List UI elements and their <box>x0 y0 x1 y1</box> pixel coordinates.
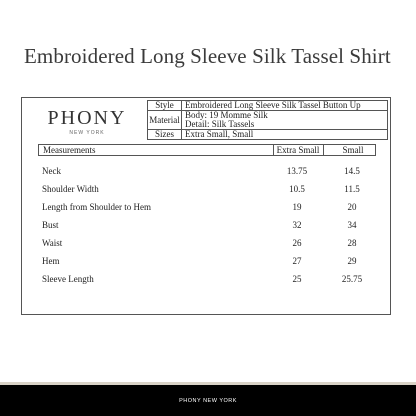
value-small: 34 <box>347 220 357 230</box>
style-label: Style <box>148 101 182 111</box>
brand-location: NEW YORK <box>69 130 105 136</box>
value-small: 29 <box>347 256 357 266</box>
table-row <box>38 228 376 246</box>
measurement-label: Bust <box>42 220 59 230</box>
material-value <box>182 111 388 130</box>
product-info-table <box>147 100 388 140</box>
header-small: Small <box>342 145 364 155</box>
measurement-label: Sleeve Length <box>42 274 94 284</box>
material-line: Body: 19 Momme Silk <box>185 110 268 120</box>
value-extra-small: 25 <box>292 274 302 284</box>
sizes-row <box>148 130 388 140</box>
table-row <box>38 264 376 282</box>
table-row <box>38 246 376 264</box>
value-extra-small: 32 <box>292 220 302 230</box>
footer-bar <box>0 382 416 416</box>
measurements-body <box>38 156 376 282</box>
value-small: 25.75 <box>341 274 363 284</box>
measurement-label: Length from Shoulder to Hem <box>42 202 151 212</box>
footer-text: PHONY NEW YORK <box>179 398 237 404</box>
material-line: Detail: Silk Tassels <box>185 119 255 129</box>
measurement-label: Shoulder Width <box>42 184 99 194</box>
sizes-label: Sizes <box>148 130 182 140</box>
size-chart-sheet <box>21 97 391 315</box>
value-extra-small: 13.75 <box>286 166 308 176</box>
value-small: 20 <box>347 202 357 212</box>
brand-logo <box>42 108 132 136</box>
brand-name: PHONY <box>47 107 127 129</box>
value-extra-small: 27 <box>292 256 302 266</box>
value-small: 14.5 <box>344 166 360 176</box>
page-title: Embroidered Long Sleeve Silk Tassel Shirt <box>24 44 391 68</box>
measurement-label: Hem <box>42 256 60 266</box>
sizes-value: Extra Small, Small <box>182 130 388 140</box>
table-row <box>38 174 376 192</box>
style-row <box>148 101 388 111</box>
value-extra-small: 19 <box>292 202 302 212</box>
measurements-header <box>38 144 376 156</box>
table-row <box>38 156 376 174</box>
material-label: Material <box>148 111 182 130</box>
measurement-label: Waist <box>42 238 63 248</box>
value-extra-small: 10.5 <box>289 184 305 194</box>
measurement-label: Neck <box>42 166 61 176</box>
material-row <box>148 111 388 130</box>
value-extra-small: 26 <box>292 238 302 248</box>
value-small: 28 <box>347 238 357 248</box>
table-row <box>38 210 376 228</box>
header-extra-small: Extra Small <box>276 145 320 155</box>
table-row <box>38 192 376 210</box>
style-value: Embroidered Long Sleeve Silk Tassel Button Up <box>182 101 388 111</box>
measurements-table <box>38 144 376 282</box>
column-divider <box>323 145 324 155</box>
value-small: 11.5 <box>344 184 360 194</box>
header-measurements: Measurements <box>43 145 96 155</box>
